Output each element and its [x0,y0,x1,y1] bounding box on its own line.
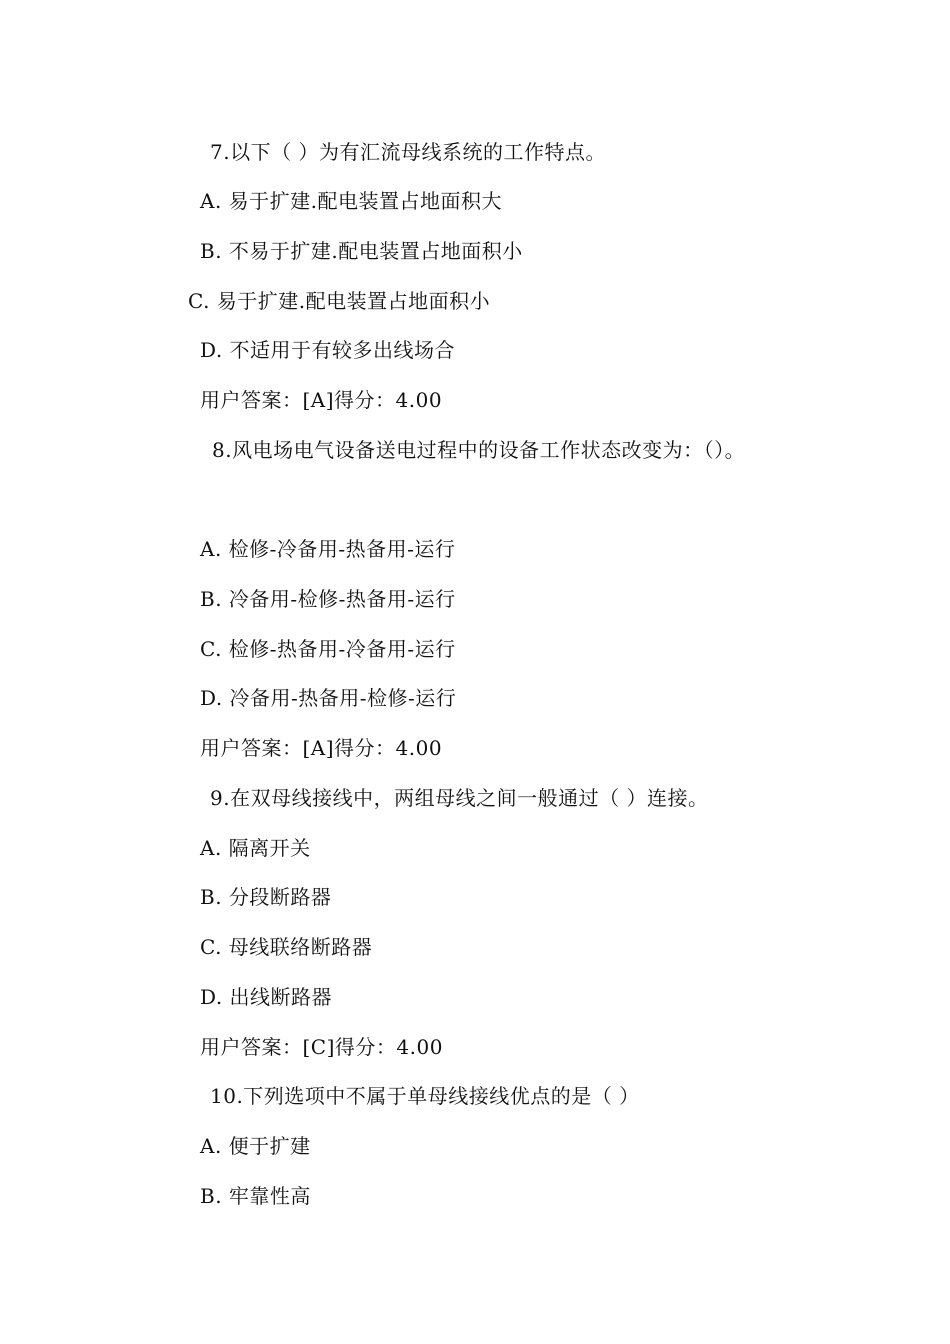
question-8-option-c: C. 检修-热备用-冷备用-运行 [200,637,456,661]
question-10-option-b: B. 牢靠性高 [200,1184,311,1208]
question-9-option-c: C. 母线联络断路器 [200,935,373,959]
question-7-option-d: D. 不适用于有较多出线场合 [200,338,456,362]
question-9-option-a: A. 隔离开关 [200,836,311,860]
question-8-user-answer: 用户答案：[A]得分：4.00 [200,736,443,760]
question-7-option-c: C. 易于扩建.配电装置占地面积小 [188,289,491,313]
question-10-option-a: A. 便于扩建 [200,1134,311,1158]
question-7-option-a: A. 易于扩建.配电装置占地面积大 [200,189,503,213]
question-8-option-b: B. 冷备用-检修-热备用-运行 [200,587,456,611]
question-9-option-d: D. 出线断路器 [200,985,333,1009]
question-7-option-b: B. 不易于扩建.配电装置占地面积小 [200,239,523,263]
question-9-option-b: B. 分段断路器 [200,885,332,909]
question-7-stem: 7.以下（ ）为有汇流母线系统的工作特点。 [210,140,606,164]
question-9-stem: 9.在双母线接线中，两组母线之间一般通过（ ）连接。 [210,786,709,810]
question-9-user-answer: 用户答案：[C]得分：4.00 [200,1035,443,1059]
question-7-user-answer: 用户答案：[A]得分：4.00 [200,388,443,412]
question-10-stem: 10.下列选项中不属于单母线接线优点的是（ ） [210,1084,640,1108]
question-8-stem: 8.风电场电气设备送电过程中的设备工作状态改变为：（）。 [212,438,746,462]
question-8-option-d: D. 冷备用-热备用-检修-运行 [200,686,457,710]
question-8-option-a: A. 检修-冷备用-热备用-运行 [200,537,456,561]
